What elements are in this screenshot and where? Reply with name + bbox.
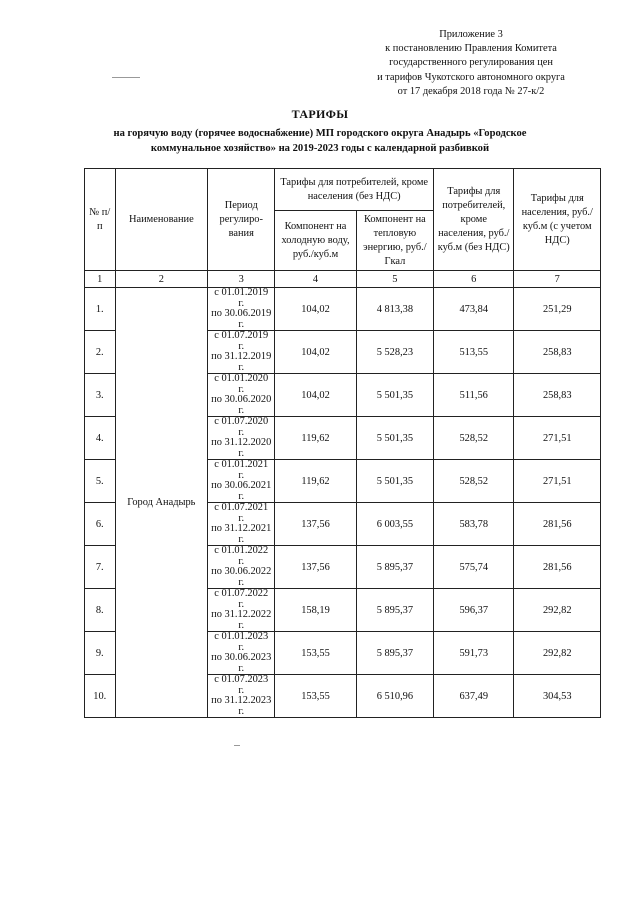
period-to: по 31.12.2020 г. xyxy=(211,437,272,459)
period-cell xyxy=(208,589,275,632)
row-number: 1. xyxy=(85,288,116,331)
cold-water-component: 104,02 xyxy=(275,331,356,374)
annex-block xyxy=(360,28,582,99)
consumer-tariff: 473,84 xyxy=(434,288,514,331)
column-number-cell: 7 xyxy=(514,271,601,288)
consumer-tariff: 513,55 xyxy=(434,331,514,374)
heat-energy-component: 5 501,35 xyxy=(356,417,433,460)
annex-line-5: от 17 декабря 2018 года № 27-к/2 xyxy=(397,85,545,97)
population-tariff: 304,53 xyxy=(514,675,601,718)
consumer-tariff: 596,37 xyxy=(434,589,514,632)
population-tariff: 292,82 xyxy=(514,589,601,632)
scan-artifact xyxy=(112,77,140,78)
population-tariff: 281,56 xyxy=(514,546,601,589)
annex-line-3: государственного регулирования цен xyxy=(389,57,553,69)
period-from: с 01.01.2021 г. xyxy=(214,459,269,481)
period-from: с 01.01.2022 г. xyxy=(214,545,269,567)
heat-energy-component: 5 528,23 xyxy=(356,331,433,374)
tariff-table-body xyxy=(85,288,601,718)
title-block xyxy=(80,106,560,156)
subtitle-line-1: на горячую воду (горячее водоснабжение) МП городского округа Анадырь «Городское xyxy=(113,128,527,139)
document-subtitle xyxy=(80,126,560,156)
column-number-cell: 1 xyxy=(85,271,116,288)
heat-energy-component: 6 003,55 xyxy=(356,503,433,546)
header-tariff-population: Тарифы для населения, руб./куб.м (с учетом НДС) xyxy=(514,169,601,271)
heat-energy-component: 5 895,37 xyxy=(356,632,433,675)
table-row xyxy=(85,288,601,331)
period-to: по 31.12.2021 г. xyxy=(211,523,272,545)
period-cell xyxy=(208,374,275,417)
consumer-tariff: 528,52 xyxy=(434,460,514,503)
header-num: № п/п xyxy=(85,169,116,271)
population-tariff: 292,82 xyxy=(514,632,601,675)
row-number: 3. xyxy=(85,374,116,417)
heat-energy-component: 5 501,35 xyxy=(356,460,433,503)
period-to: по 31.12.2022 г. xyxy=(211,609,272,631)
period-to: по 30.06.2022 г. xyxy=(211,566,272,588)
row-number: 9. xyxy=(85,632,116,675)
period-from: с 01.07.2023 г. xyxy=(214,674,269,696)
column-number-cell: 4 xyxy=(275,271,356,288)
cold-water-component: 158,19 xyxy=(275,589,356,632)
heat-energy-component: 4 813,38 xyxy=(356,288,433,331)
subtitle-line-2: коммунальное хозяйство» на 2019-2023 годы с календарной разбивкой xyxy=(150,143,490,154)
cold-water-component: 153,55 xyxy=(275,675,356,718)
header-tariff-consumers: Тарифы для потребителей, кроме населения, руб./куб.м (без НДС) xyxy=(434,169,514,271)
period-to: по 30.06.2020 г. xyxy=(211,394,272,416)
period-from: с 01.07.2022 г. xyxy=(214,588,269,610)
period-cell xyxy=(208,331,275,374)
annex-line-2: к постановлению Правления Комитета xyxy=(385,43,557,55)
period-cell xyxy=(208,632,275,675)
annex-line-4: и тарифов Чукотского автономного округа xyxy=(377,71,565,83)
row-number: 4. xyxy=(85,417,116,460)
period-from: с 01.07.2019 г. xyxy=(214,330,269,352)
period-from: с 01.01.2023 г. xyxy=(214,631,269,653)
header-period: Период регулиро-вания xyxy=(208,169,275,271)
row-number: 10. xyxy=(85,675,116,718)
consumer-tariff: 591,73 xyxy=(434,632,514,675)
period-from: с 01.01.2020 г. xyxy=(214,373,269,395)
organization-name: Город Анадырь xyxy=(115,288,208,718)
consumer-tariff: 511,56 xyxy=(434,374,514,417)
column-number-cell: 6 xyxy=(434,271,514,288)
document-title: ТАРИФЫ xyxy=(291,107,349,121)
header-comp-cold-water: Компонент на холодную воду, руб./куб.м xyxy=(275,211,356,271)
annex-line-1: Приложение 3 xyxy=(439,29,503,40)
row-number: 8. xyxy=(85,589,116,632)
column-number-cell: 3 xyxy=(208,271,275,288)
column-number-cell: 5 xyxy=(356,271,433,288)
period-to: по 31.12.2019 г. xyxy=(211,351,272,373)
cold-water-component: 153,55 xyxy=(275,632,356,675)
consumer-tariff: 528,52 xyxy=(434,417,514,460)
cold-water-component: 137,56 xyxy=(275,503,356,546)
period-to: по 30.06.2021 г. xyxy=(211,480,272,502)
row-number: 7. xyxy=(85,546,116,589)
period-to: по 31.12.2023 г. xyxy=(211,695,272,717)
period-to: по 30.06.2019 г. xyxy=(211,308,272,330)
row-number: 5. xyxy=(85,460,116,503)
cold-water-component: 104,02 xyxy=(275,288,356,331)
heat-energy-component: 6 510,96 xyxy=(356,675,433,718)
period-cell xyxy=(208,288,275,331)
cold-water-component: 119,62 xyxy=(275,417,356,460)
heat-energy-component: 5 501,35 xyxy=(356,374,433,417)
period-cell xyxy=(208,546,275,589)
cold-water-component: 119,62 xyxy=(275,460,356,503)
period-from: с 01.01.2019 г. xyxy=(214,287,269,309)
header-group-except-population: Тарифы для потребителей, кроме населения (без НДС) xyxy=(275,169,434,211)
period-to: по 30.06.2023 г. xyxy=(211,652,272,674)
scan-artifact xyxy=(234,745,240,746)
column-number-cell: 2 xyxy=(115,271,208,288)
heat-energy-component: 5 895,37 xyxy=(356,546,433,589)
period-cell xyxy=(208,460,275,503)
population-tariff: 258,83 xyxy=(514,374,601,417)
population-tariff: 271,51 xyxy=(514,417,601,460)
period-from: с 01.07.2020 г. xyxy=(214,416,269,438)
population-tariff: 251,29 xyxy=(514,288,601,331)
period-cell xyxy=(208,675,275,718)
period-from: с 01.07.2021 г. xyxy=(214,502,269,524)
consumer-tariff: 637,49 xyxy=(434,675,514,718)
population-tariff: 258,83 xyxy=(514,331,601,374)
population-tariff: 281,56 xyxy=(514,503,601,546)
row-number: 6. xyxy=(85,503,116,546)
row-number: 2. xyxy=(85,331,116,374)
population-tariff: 271,51 xyxy=(514,460,601,503)
cold-water-component: 137,56 xyxy=(275,546,356,589)
heat-energy-component: 5 895,37 xyxy=(356,589,433,632)
consumer-tariff: 583,78 xyxy=(434,503,514,546)
period-cell xyxy=(208,417,275,460)
column-number-row xyxy=(85,271,601,288)
cold-water-component: 104,02 xyxy=(275,374,356,417)
tariff-table xyxy=(84,168,601,718)
period-cell xyxy=(208,503,275,546)
consumer-tariff: 575,74 xyxy=(434,546,514,589)
header-name: Наименование xyxy=(115,169,208,271)
header-comp-heat: Компонент на тепловую энергию, руб./Гкал xyxy=(356,211,433,271)
